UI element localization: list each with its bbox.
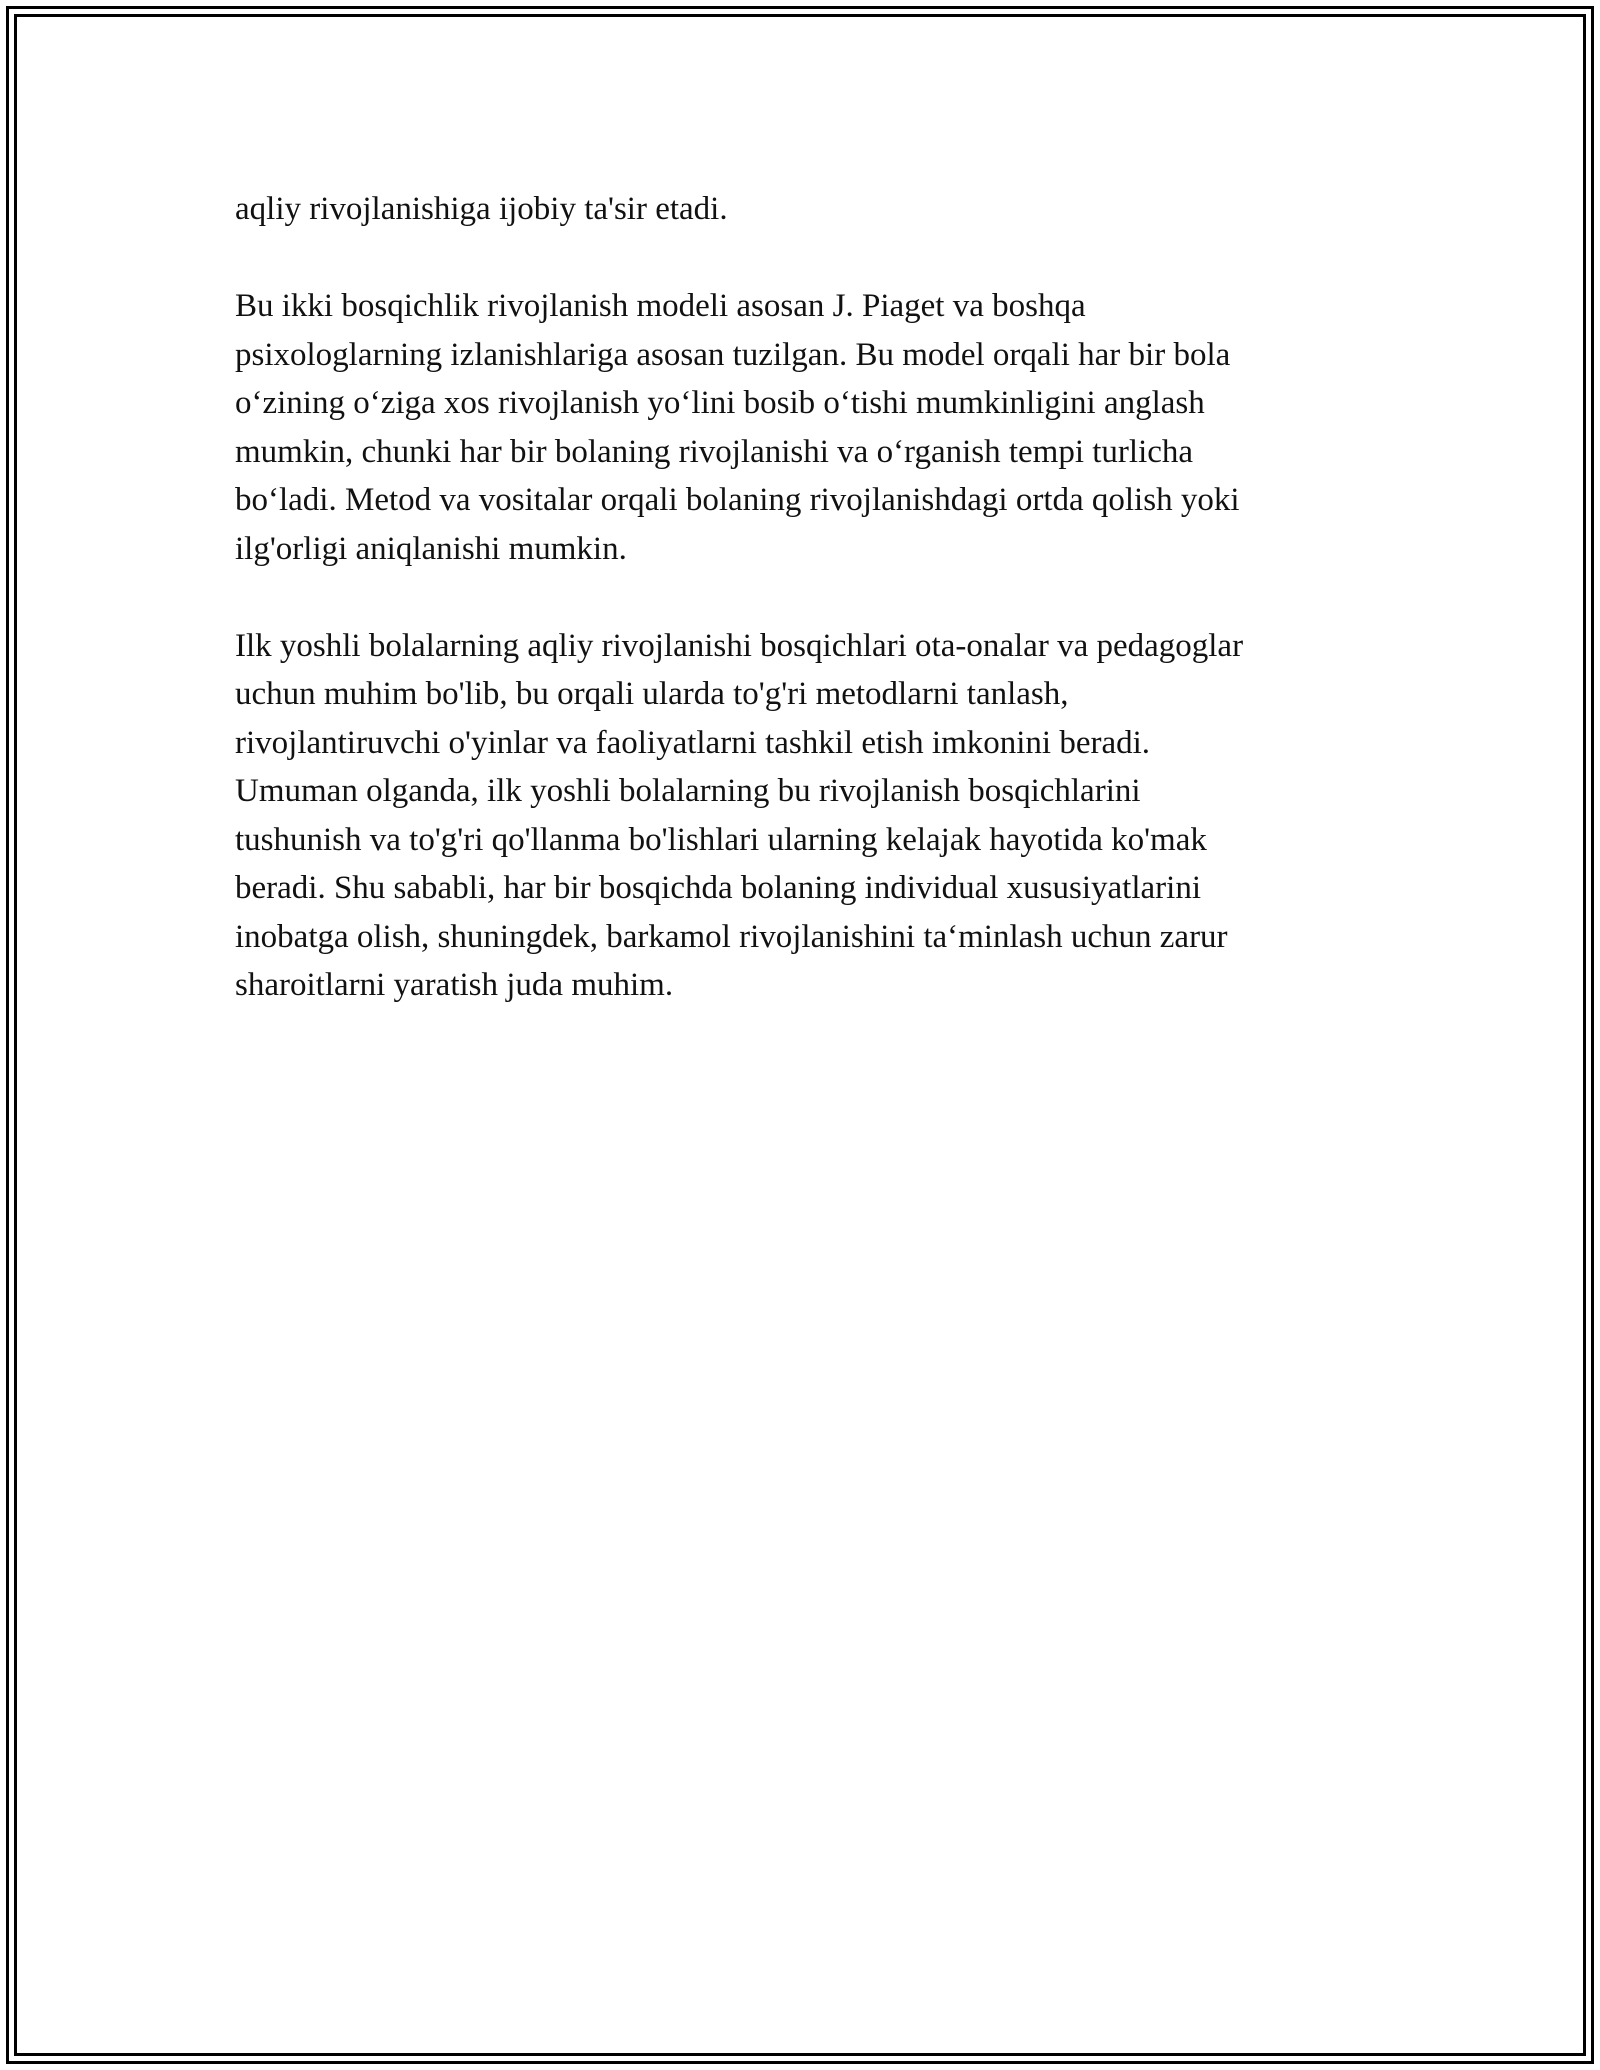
paragraph-spacer bbox=[235, 234, 1375, 283]
paragraph-conclusion: Ilk yoshli bolalarning aqliy rivojlanishi bosqichlari ota-onalar va pedagoglar uchun muhim bo'lib, bu orqali ularda to'g'ri metodlarni tanlash, rivojlantiruvchi o'yinlar va faoliyatlarni tashkil etish imkonini beradi. Umuman olganda, ilk yoshli bolalarning bu rivojlanish bosqichlarini tushunish va to'g'ri qo'llanma bo'lishlari ularning kelajak hayotida ko'mak beradi. Shu sababli, har bir bosqichda bolaning individual xususiyatlarini inobatga olish, shuningdek, barkamol rivojlanishini ta‘minlash uchun zarur sharoitlarni yaratish juda muhim. bbox=[235, 627, 1244, 1003]
paragraph-development-model: Bu ikki bosqichlik rivojlanish modeli asosan J. Piaget va boshqa psixologlarning izlanishlariga asosan tuzilgan. Bu model orqali har bir bola o‘zining o‘ziga xos rivojlanish yo‘lini bosib o‘tishi mumkinligini anglash mumkin, chunki har bir bolaning rivojlanishi va o‘rganish tempi turlicha bo‘ladi. Metod va vositalar orqali bolaning rivojlanishdagi ortda qolish yoki ilg'orligi aniqlanishi mumkin. bbox=[235, 288, 1240, 567]
paragraph-continuation: aqliy rivojlanishiga ijobiy ta'sir etadi. bbox=[235, 191, 728, 227]
document-body bbox=[235, 185, 1375, 1010]
paragraph-spacer bbox=[235, 573, 1375, 622]
